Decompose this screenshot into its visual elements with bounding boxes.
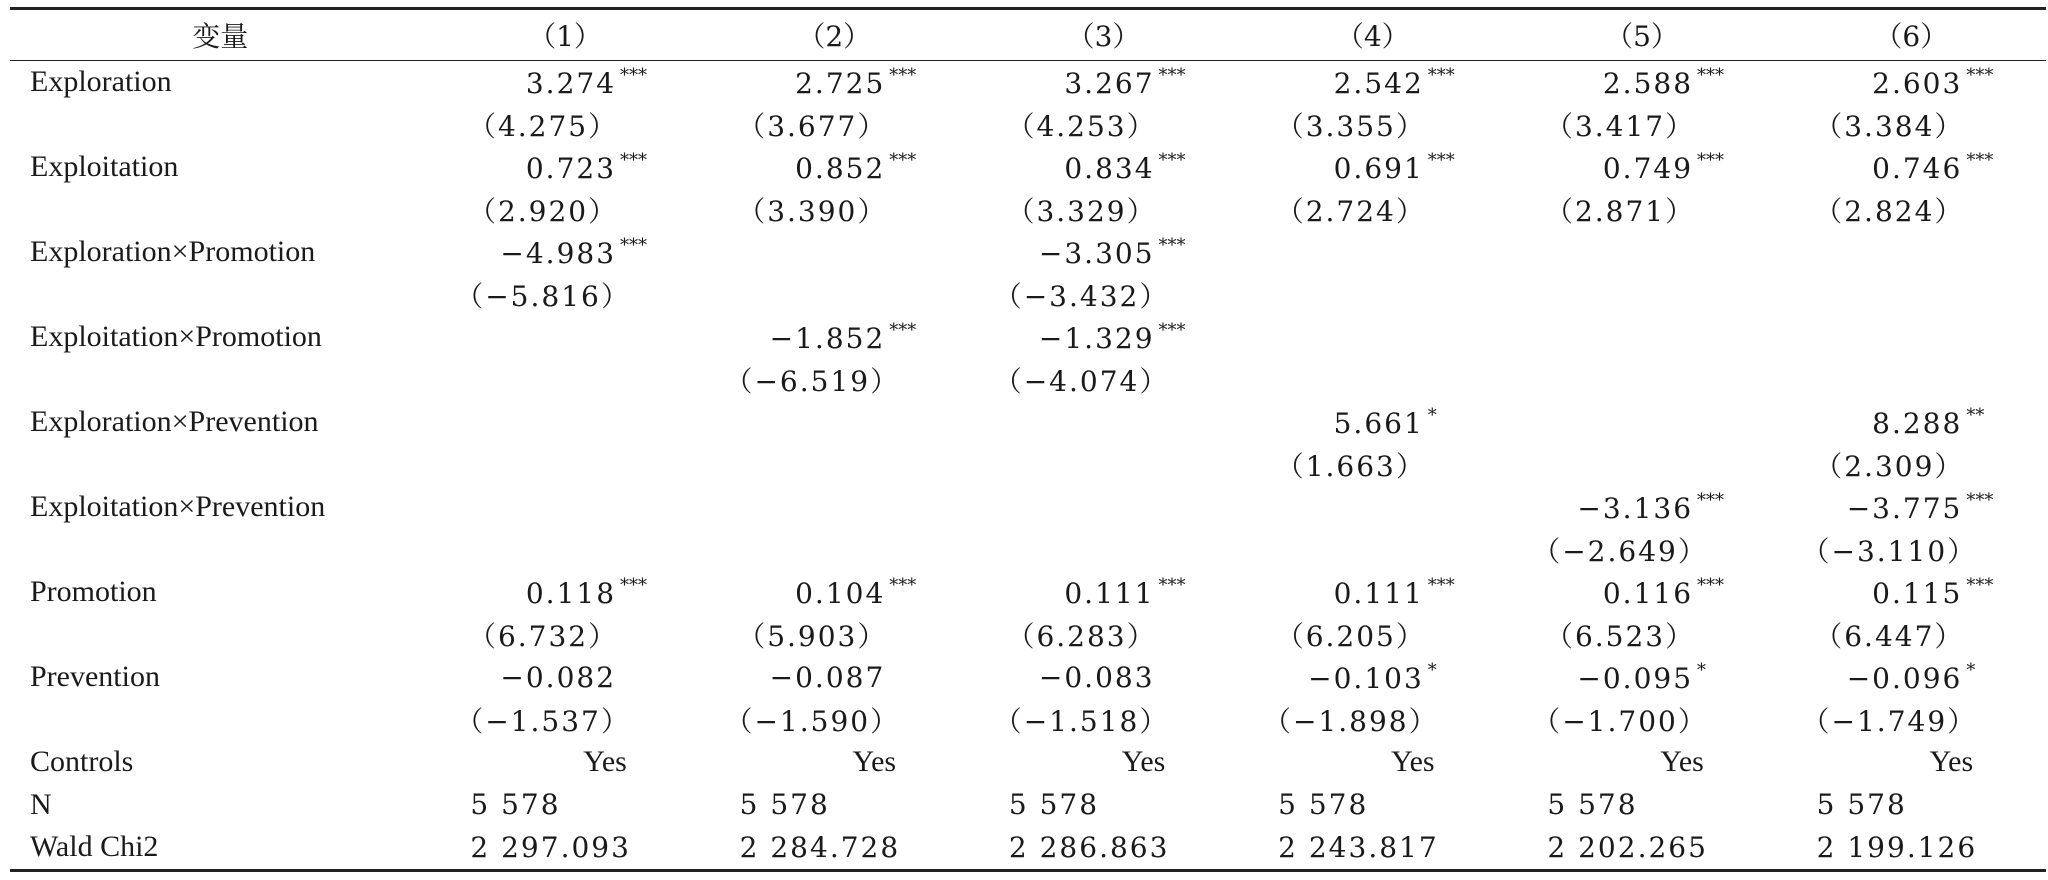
tstat-value: （5.903） <box>737 619 888 653</box>
tstat-cell <box>700 614 969 657</box>
significance-stars: *** <box>1966 149 1994 171</box>
coef-cell <box>430 656 699 699</box>
coef-cell <box>1238 61 1507 104</box>
significance-stars: ** <box>1966 404 1985 426</box>
tstat-cell <box>1507 529 1776 572</box>
coef-cell <box>700 571 969 614</box>
tstat-cell <box>969 699 1238 742</box>
coef-cell <box>1777 146 2046 189</box>
table-row-exploitation-coef <box>10 146 2046 189</box>
controls-value: Yes <box>1660 745 1704 779</box>
table-row-exploit_promo-coef <box>10 316 2046 359</box>
tstat-cell <box>1238 614 1507 657</box>
header-col-6: （6） <box>1777 9 2046 61</box>
row-label-n: N <box>30 787 52 821</box>
header-col-3: （3） <box>969 9 1238 61</box>
row-label-empty <box>10 274 430 317</box>
tstat-cell <box>969 274 1238 317</box>
tstat-cell <box>1777 359 2046 402</box>
significance-stars: *** <box>1158 64 1186 86</box>
tstat-value: （−1.590） <box>724 704 901 738</box>
tstat-cell <box>969 529 1238 572</box>
tstat-value: （6.205） <box>1275 619 1426 653</box>
coef-cell <box>1507 146 1776 189</box>
coef-value: −0.096 <box>1846 661 1963 695</box>
coef-cell <box>1238 486 1507 529</box>
tstat-value: （2.724） <box>1275 194 1426 228</box>
tstat-cell <box>430 189 699 232</box>
coef-cell <box>1507 486 1776 529</box>
significance-stars: *** <box>1158 149 1186 171</box>
coef-value: 0.115 <box>1872 576 1963 610</box>
table-row-explor_promo-tstat <box>10 274 2046 317</box>
coef-value: 3.274 <box>525 66 617 100</box>
coef-cell <box>1777 231 2046 274</box>
coef-cell <box>1507 231 1776 274</box>
tstat-cell <box>1507 444 1776 487</box>
significance-stars: * <box>1427 659 1437 681</box>
tstat-cell <box>430 104 699 147</box>
coef-value: −0.082 <box>500 660 617 694</box>
tstat-value: （−2.649） <box>1532 534 1708 568</box>
header-col-1: （1） <box>430 9 699 61</box>
wald-value: 2 297.093 <box>470 830 631 864</box>
n-value: 5 578 <box>470 788 561 822</box>
tstat-value: （6.447） <box>1814 619 1965 653</box>
significance-stars: *** <box>620 64 648 86</box>
tstat-cell <box>1238 359 1507 402</box>
coef-value: 8.288 <box>1872 406 1963 440</box>
regression-table-container <box>10 7 2046 872</box>
tstat-value: （−4.074） <box>993 364 1170 398</box>
row-label-empty <box>10 529 430 572</box>
row-label-exploitation: Exploitation <box>30 150 179 184</box>
tstat-value: （3.390） <box>737 194 888 228</box>
row-label-exploit_prev: Exploitation×Prevention <box>30 490 326 524</box>
row-label-empty <box>10 699 430 742</box>
row-label-wald: Wald Chi2 <box>30 830 159 864</box>
header-col-2: （2） <box>700 9 969 61</box>
row-label-exploit_promo: Exploitation×Promotion <box>30 320 322 354</box>
coef-cell <box>700 656 969 699</box>
row-label-explor_prev: Exploration×Prevention <box>30 405 319 439</box>
coef-value: 5.661 <box>1333 406 1424 440</box>
significance-stars: *** <box>1427 149 1455 171</box>
n-value: 5 578 <box>1278 788 1369 822</box>
header-row <box>10 9 2046 61</box>
coef-value: 0.834 <box>1064 151 1155 185</box>
coef-cell <box>1507 316 1776 359</box>
coef-value: 3.267 <box>1064 66 1155 100</box>
coef-cell <box>1777 571 2046 614</box>
significance-stars: *** <box>1697 149 1725 171</box>
tstat-value: （−1.898） <box>1262 704 1439 738</box>
table-row-exploit_promo-tstat <box>10 359 2046 402</box>
tstat-value: （2.824） <box>1814 194 1965 228</box>
tstat-cell <box>1777 189 2046 232</box>
coef-cell <box>430 316 699 359</box>
header-variable: 变量 <box>10 9 430 61</box>
tstat-cell <box>1238 189 1507 232</box>
coef-value: −3.305 <box>1038 236 1155 270</box>
tstat-cell <box>969 444 1238 487</box>
coef-value: 0.116 <box>1602 576 1694 610</box>
tstat-cell <box>1777 274 2046 317</box>
table-row-exploit_prev-tstat <box>10 529 2046 572</box>
tstat-cell <box>1507 699 1776 742</box>
tstat-value: （−3.432） <box>993 279 1170 313</box>
tstat-cell <box>969 614 1238 657</box>
header-col-4: （4） <box>1238 9 1507 61</box>
coef-cell <box>969 656 1238 699</box>
tstat-cell <box>1777 614 2046 657</box>
coef-cell <box>1238 231 1507 274</box>
significance-stars: *** <box>620 149 648 171</box>
regression-table <box>10 7 2046 872</box>
significance-stars: * <box>1427 404 1437 426</box>
coef-cell <box>1777 316 2046 359</box>
coef-cell <box>430 571 699 614</box>
significance-stars: *** <box>1427 574 1455 596</box>
coef-value: −3.136 <box>1577 491 1694 525</box>
tstat-cell <box>700 699 969 742</box>
tstat-cell <box>700 104 969 147</box>
coef-cell <box>430 486 699 529</box>
controls-value: Yes <box>583 745 627 779</box>
tstat-value: （3.355） <box>1275 109 1426 143</box>
significance-stars: * <box>1697 659 1707 681</box>
wald-value: 2 286.863 <box>1008 830 1170 864</box>
tstat-cell <box>1238 104 1507 147</box>
table-row-promotion-tstat <box>10 614 2046 657</box>
coef-value: 0.111 <box>1064 576 1155 610</box>
significance-stars: *** <box>1966 64 1994 86</box>
tstat-value: （−1.518） <box>993 704 1170 738</box>
row-label-empty <box>10 359 430 402</box>
tstat-cell <box>1777 699 2046 742</box>
tstat-cell <box>700 189 969 232</box>
coef-value: 2.588 <box>1602 66 1694 100</box>
coef-cell <box>700 401 969 444</box>
n-value: 5 578 <box>1816 788 1907 822</box>
tstat-value: （3.384） <box>1814 109 1965 143</box>
significance-stars: *** <box>1966 574 1994 596</box>
n-value: 5 578 <box>739 788 830 822</box>
tstat-cell <box>1777 529 2046 572</box>
tstat-value: （6.283） <box>1006 619 1157 653</box>
wald-value: 2 243.817 <box>1278 830 1439 864</box>
coef-value: −1.852 <box>769 321 886 355</box>
tstat-cell <box>430 699 699 742</box>
row-label-empty <box>10 189 430 232</box>
tstat-cell <box>430 444 699 487</box>
controls-cell <box>1238 741 1507 784</box>
tstat-value: （−5.816） <box>455 279 631 313</box>
coef-value: −0.095 <box>1577 661 1694 695</box>
significance-stars: *** <box>889 149 917 171</box>
coef-cell <box>1238 316 1507 359</box>
coef-cell <box>430 61 699 104</box>
row-label-prevention: Prevention <box>30 660 160 694</box>
tstat-value: （−1.700） <box>1532 704 1708 738</box>
coef-value: 0.852 <box>795 151 886 185</box>
tstat-value: （4.275） <box>467 109 619 143</box>
tstat-value: （3.329） <box>1006 194 1157 228</box>
significance-stars: *** <box>1697 574 1725 596</box>
table-row-prevention-coef <box>10 656 2046 699</box>
coef-cell <box>1238 656 1507 699</box>
coef-value: −0.087 <box>769 660 886 694</box>
tstat-cell <box>969 359 1238 402</box>
coef-cell <box>1507 61 1776 104</box>
coef-value: 2.603 <box>1872 66 1963 100</box>
significance-stars: *** <box>1697 64 1725 86</box>
row-label-empty <box>10 444 430 487</box>
tstat-value: （−1.537） <box>455 704 631 738</box>
table-row-exploration-tstat <box>10 104 2046 147</box>
tstat-cell <box>969 189 1238 232</box>
tstat-value: （−1.749） <box>1801 704 1978 738</box>
tstat-value: （2.871） <box>1544 194 1696 228</box>
tstat-cell <box>700 529 969 572</box>
significance-stars: *** <box>1697 489 1725 511</box>
controls-cell <box>1777 741 2046 784</box>
controls-value: Yes <box>1390 745 1435 779</box>
tstat-cell <box>1238 444 1507 487</box>
coef-cell <box>1777 61 2046 104</box>
coef-cell <box>969 316 1238 359</box>
coef-cell <box>969 486 1238 529</box>
coef-cell <box>969 146 1238 189</box>
table-row-promotion-coef <box>10 571 2046 614</box>
table-body <box>10 61 2046 871</box>
controls-cell <box>1507 741 1776 784</box>
tstat-value: （4.253） <box>1006 109 1157 143</box>
coef-cell <box>1238 401 1507 444</box>
significance-stars: *** <box>1158 234 1186 256</box>
coef-value: 2.542 <box>1333 66 1424 100</box>
tstat-cell <box>1507 104 1776 147</box>
tstat-cell <box>430 614 699 657</box>
significance-stars: *** <box>1158 574 1186 596</box>
row-label-empty <box>10 104 430 147</box>
significance-stars: *** <box>1427 64 1455 86</box>
wald-value: 2 284.728 <box>739 830 901 864</box>
tstat-value: （2.920） <box>467 194 619 228</box>
table-row-exploit_prev-coef <box>10 486 2046 529</box>
significance-stars: *** <box>1158 319 1186 341</box>
tstat-value: （1.663） <box>1275 449 1426 483</box>
n-value: 5 578 <box>1547 788 1638 822</box>
coef-value: 0.118 <box>525 576 617 610</box>
table-row-n <box>10 784 2046 827</box>
coef-value: −4.983 <box>500 236 617 270</box>
tstat-cell <box>1507 614 1776 657</box>
coef-cell <box>969 401 1238 444</box>
coef-value: 0.723 <box>525 151 617 185</box>
controls-cell <box>430 741 699 784</box>
coef-cell <box>1238 146 1507 189</box>
coef-cell <box>1777 401 2046 444</box>
table-row-controls <box>10 741 2046 784</box>
significance-stars: *** <box>889 64 917 86</box>
tstat-cell <box>700 359 969 402</box>
tstat-value: （2.309） <box>1814 449 1965 483</box>
coef-cell <box>1507 656 1776 699</box>
coef-cell <box>1777 656 2046 699</box>
controls-cell <box>700 741 969 784</box>
significance-stars: *** <box>1966 489 1994 511</box>
coef-value: −0.083 <box>1038 660 1155 694</box>
header-col-5: （5） <box>1507 9 1776 61</box>
tstat-cell <box>700 274 969 317</box>
controls-value: Yes <box>1121 745 1166 779</box>
row-label-explor_promo: Exploration×Promotion <box>30 235 316 269</box>
coef-value: 2.725 <box>795 66 886 100</box>
n-value: 5 578 <box>1008 788 1100 822</box>
tstat-value: （−3.110） <box>1801 534 1978 568</box>
tstat-value: （3.417） <box>1544 109 1696 143</box>
controls-value: Yes <box>1929 745 1974 779</box>
row-label-exploration: Exploration <box>30 65 172 99</box>
coef-value: 0.746 <box>1872 151 1963 185</box>
tstat-cell <box>1777 444 2046 487</box>
row-label-controls: Controls <box>30 745 134 779</box>
coef-cell <box>1507 401 1776 444</box>
table-row-prevention-tstat <box>10 699 2046 742</box>
significance-stars: * <box>1966 659 1976 681</box>
tstat-cell <box>430 274 699 317</box>
coef-cell <box>1777 486 2046 529</box>
table-row-wald <box>10 826 2046 870</box>
coef-value: −1.329 <box>1038 321 1155 355</box>
table-row-explor_prev-coef <box>10 401 2046 444</box>
tstat-cell <box>1507 359 1776 402</box>
tstat-value: （6.523） <box>1544 619 1696 653</box>
tstat-value: （−6.519） <box>724 364 901 398</box>
tstat-value: （3.677） <box>737 109 888 143</box>
coef-cell <box>430 231 699 274</box>
tstat-cell <box>1238 529 1507 572</box>
tstat-cell <box>700 444 969 487</box>
tstat-cell <box>430 529 699 572</box>
coef-cell <box>700 486 969 529</box>
coef-cell <box>700 146 969 189</box>
tstat-cell <box>1238 699 1507 742</box>
coef-cell <box>700 316 969 359</box>
table-row-exploration-coef <box>10 61 2046 104</box>
table-row-exploitation-tstat <box>10 189 2046 232</box>
tstat-cell <box>1777 104 2046 147</box>
significance-stars: *** <box>889 319 917 341</box>
coef-value: 0.749 <box>1602 151 1694 185</box>
tstat-cell <box>1507 274 1776 317</box>
row-label-empty <box>10 614 430 657</box>
coef-cell <box>969 231 1238 274</box>
wald-value: 2 202.265 <box>1547 830 1708 864</box>
significance-stars: *** <box>620 574 648 596</box>
coef-value: 0.104 <box>795 576 886 610</box>
row-label-promotion: Promotion <box>30 575 157 609</box>
controls-cell <box>969 741 1238 784</box>
tstat-cell <box>430 359 699 402</box>
coef-cell <box>1238 571 1507 614</box>
tstat-cell <box>1238 274 1507 317</box>
wald-value: 2 199.126 <box>1816 830 1978 864</box>
table-row-explor_prev-tstat <box>10 444 2046 487</box>
tstat-value: （6.732） <box>467 619 619 653</box>
controls-value: Yes <box>852 745 897 779</box>
coef-cell <box>969 571 1238 614</box>
tstat-cell <box>1507 189 1776 232</box>
coef-value: −3.775 <box>1846 491 1963 525</box>
coef-cell <box>969 61 1238 104</box>
coef-cell <box>430 401 699 444</box>
coef-value: 0.111 <box>1333 576 1424 610</box>
coef-value: 0.691 <box>1333 151 1424 185</box>
coef-cell <box>700 231 969 274</box>
coef-cell <box>1507 571 1776 614</box>
significance-stars: *** <box>620 234 648 256</box>
tstat-cell <box>969 104 1238 147</box>
coef-cell <box>700 61 969 104</box>
table-row-explor_promo-coef <box>10 231 2046 274</box>
coef-value: −0.103 <box>1308 661 1424 695</box>
coef-cell <box>430 146 699 189</box>
significance-stars: *** <box>889 574 917 596</box>
